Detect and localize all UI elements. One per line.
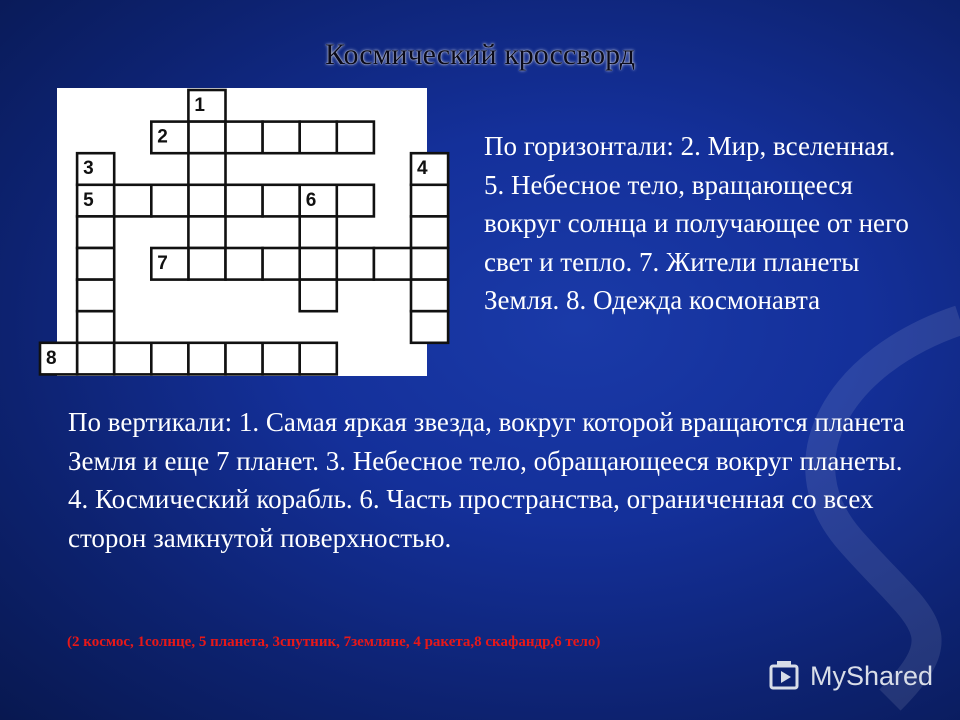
crossword-cell <box>411 280 448 312</box>
clue-number-4: 4 <box>417 158 428 180</box>
crossword-cell <box>188 185 225 217</box>
slide-title: Космический кроссворд <box>324 38 636 71</box>
crossword-svg <box>46 88 428 376</box>
crossword-cell <box>263 248 300 280</box>
crossword-cell <box>411 311 448 343</box>
crossword-cell <box>300 248 337 280</box>
crossword-cell <box>300 343 337 375</box>
crossword-cell <box>77 216 114 248</box>
crossword-cell <box>300 216 337 248</box>
crossword-cell <box>188 122 225 154</box>
crossword-cell <box>411 248 448 280</box>
across-clues: По горизонтали: 2. Мир, вселенная. 5. Небесное тело, вращающееся вокруг солнца и получающее от него свет и тепло. 7. Жители планеты Земля. 8. Одежда космонавта <box>484 131 909 315</box>
crossword-cell <box>188 216 225 248</box>
clue-number-3: 3 <box>83 158 94 180</box>
down-clues: По вертикали: 1. Самая яркая звезда, вокруг которой вращаются планета Земля и еще 7 планет. 3. Небесное тело, обращающееся вокруг планеты. 4. Космический корабль. 6. Часть пространства, ограниченная со всех сторон замкнутой поверхностью. <box>68 407 905 553</box>
crossword-cell <box>77 280 114 312</box>
crossword-cell <box>77 343 114 375</box>
crossword-cell <box>263 343 300 375</box>
clue-number-1: 1 <box>194 95 205 116</box>
crossword-cell <box>226 122 263 154</box>
crossword-cell <box>411 185 448 217</box>
logo-text: MyShared <box>810 660 934 691</box>
crossword-cell <box>337 248 374 280</box>
crossword-cell <box>188 153 225 185</box>
crossword-cell <box>114 185 151 217</box>
clue-number-7: 7 <box>157 253 168 274</box>
crossword-cell <box>374 248 411 280</box>
crossword-cell <box>151 343 188 375</box>
clue-number-8: 8 <box>46 347 57 369</box>
crossword-cell <box>226 185 263 217</box>
clue-number-6: 6 <box>305 189 317 211</box>
crossword-cell <box>337 122 374 154</box>
crossword-cell <box>226 248 263 280</box>
crossword-cell <box>263 185 300 217</box>
crossword-cell <box>263 122 300 154</box>
logo-icon <box>768 658 804 694</box>
answers-line: (2 космос, 1солнце, 5 планета, 3спутник, 7земляне, 4 ракета,8 скафандр,6 тело) <box>67 634 601 650</box>
crossword-cell <box>300 122 337 154</box>
crossword-cell <box>411 216 448 248</box>
crossword-cell <box>337 185 374 217</box>
crossword-cell <box>77 311 114 343</box>
clue-number-5: 5 <box>83 189 94 211</box>
crossword-cell <box>188 248 225 280</box>
crossword-cell <box>188 343 225 375</box>
crossword-cell <box>77 248 114 280</box>
myshared-logo[interactable] <box>768 656 933 696</box>
crossword-cell <box>114 343 151 375</box>
crossword-cell <box>300 280 337 312</box>
crossword-grid <box>46 88 428 376</box>
clue-number-2: 2 <box>157 126 168 148</box>
crossword-cell <box>151 185 188 217</box>
crossword-cell <box>226 343 263 375</box>
